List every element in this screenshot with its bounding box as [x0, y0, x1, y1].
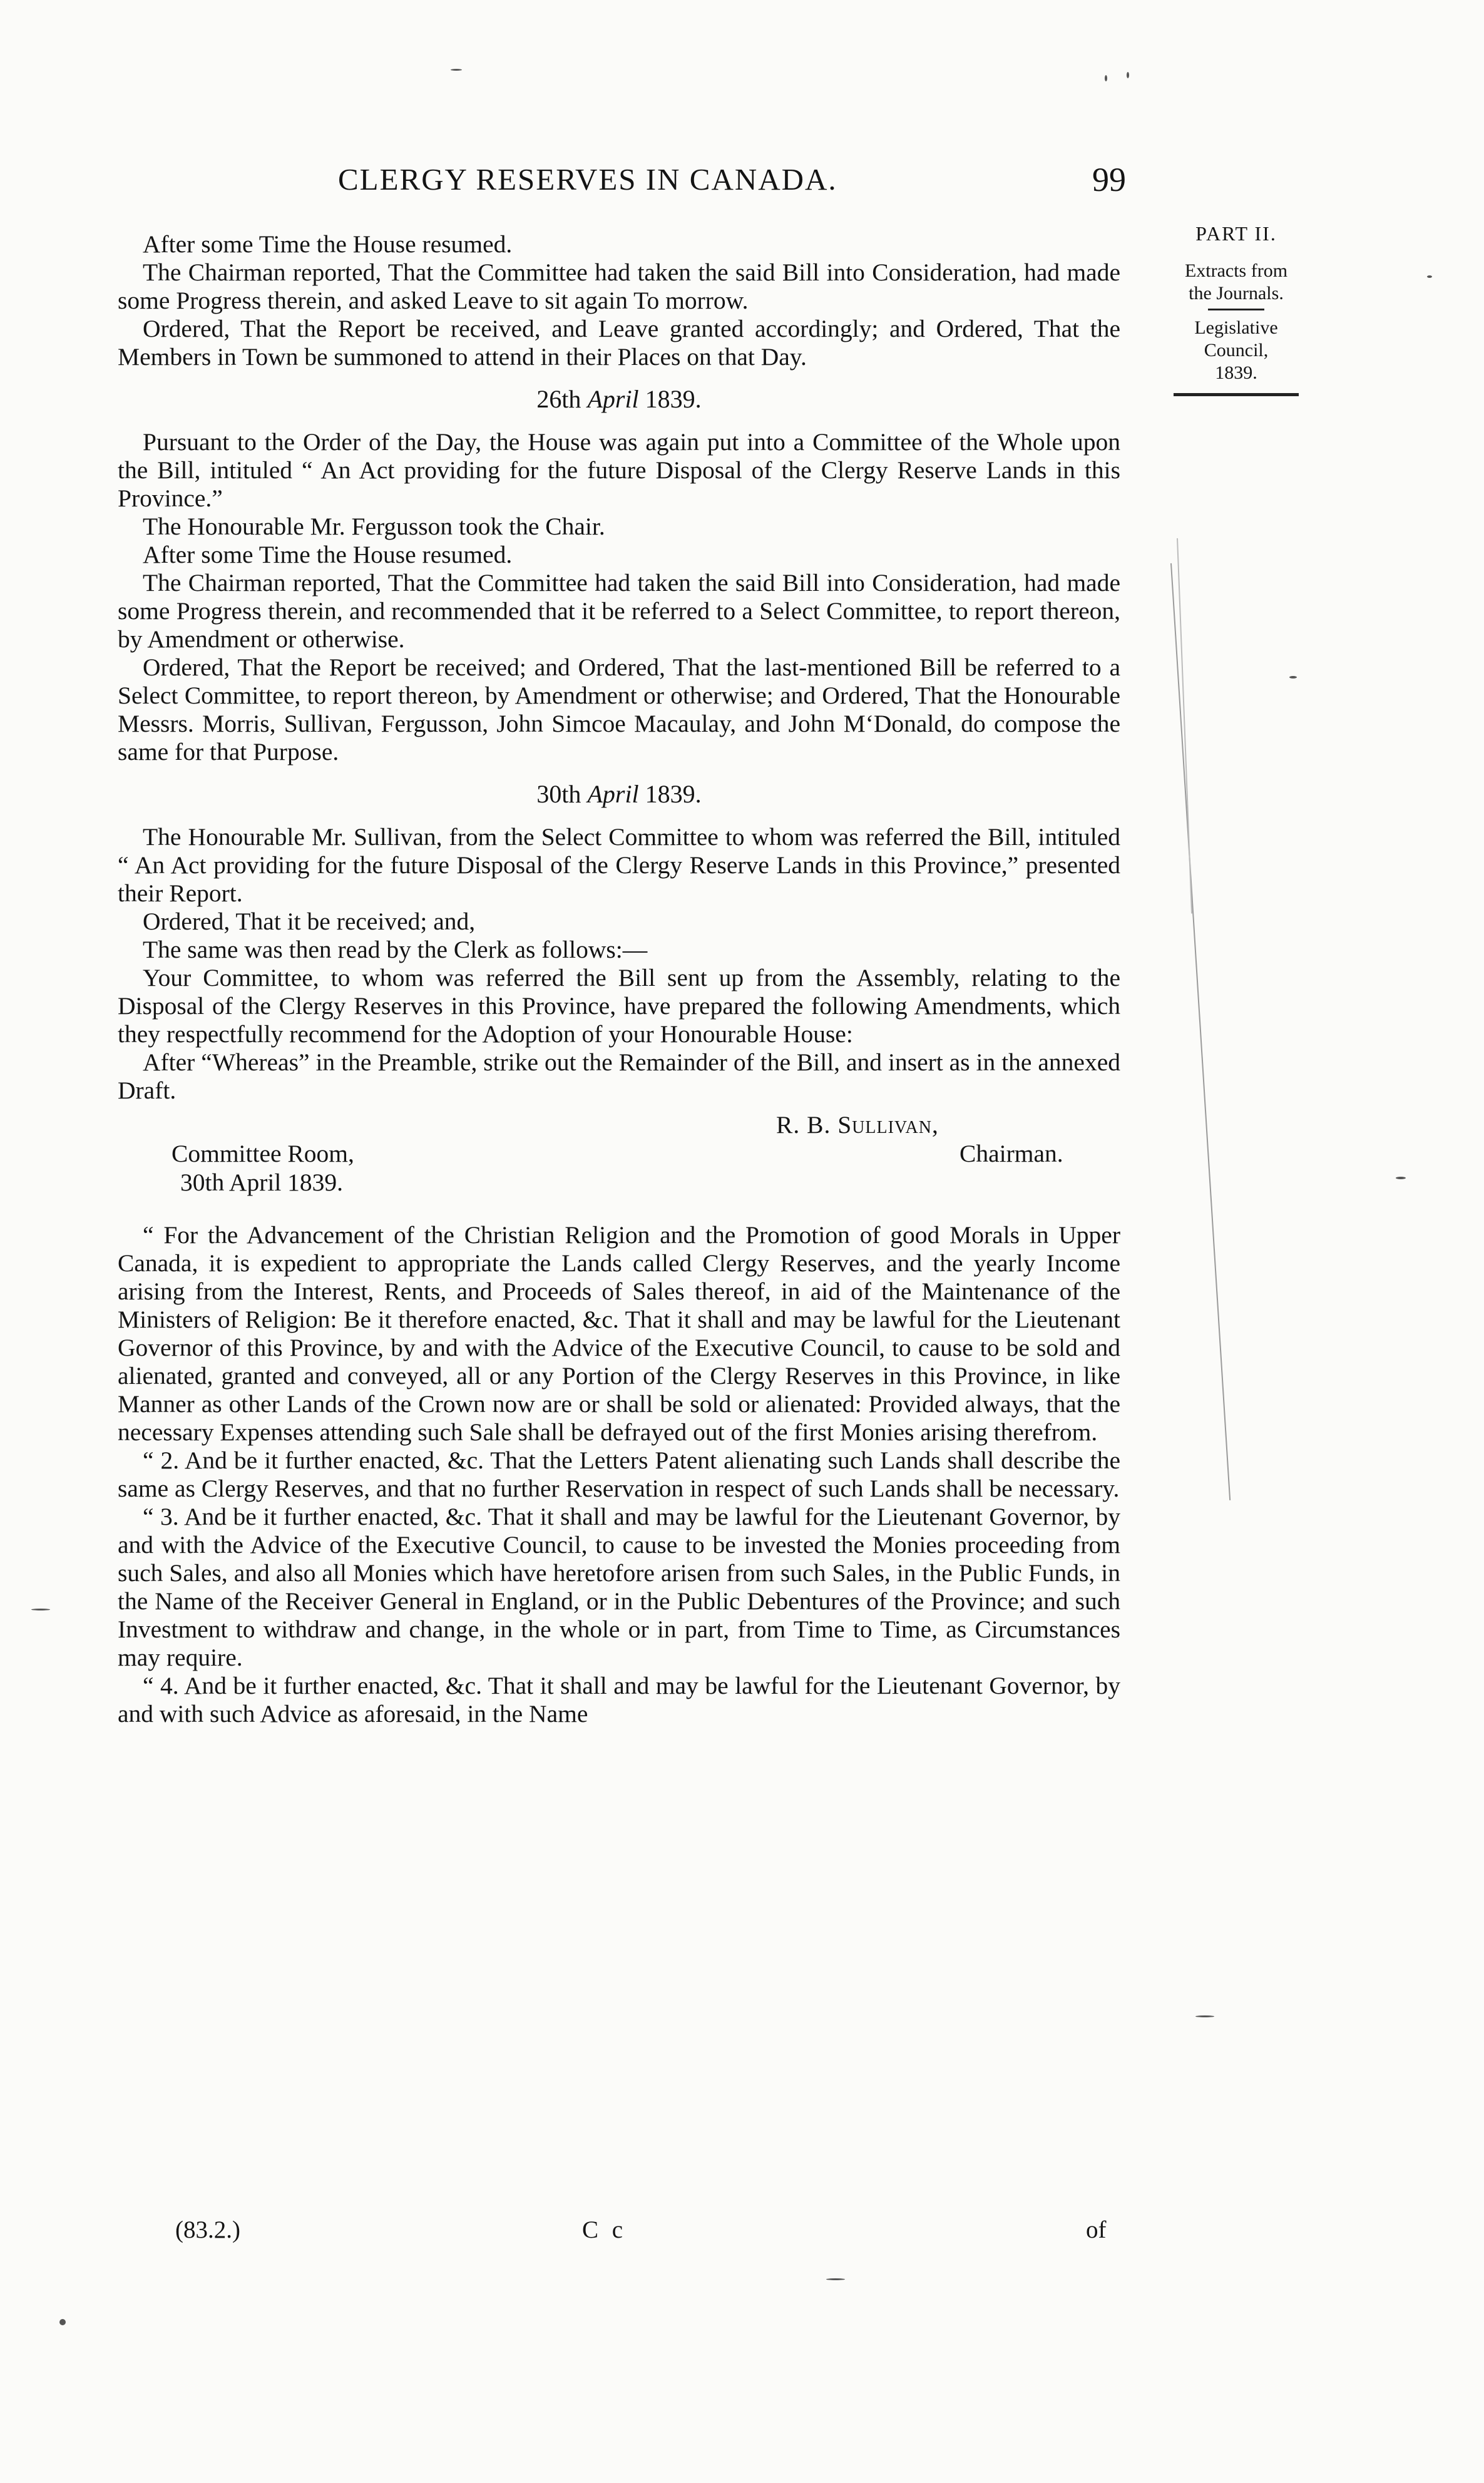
date-month: April: [587, 780, 639, 808]
scan-speck: [59, 2319, 66, 2325]
scan-speck: [1427, 275, 1432, 278]
scan-speck: [451, 69, 462, 71]
draft-clause: “ 3. And be it further enacted, &c. That it shall and may be lawful for the Lieutenant Governor, by and with the Advice of the Executive Council, to cause to be invested the Monies proceeding from such Sales, and also all Monies which have heretofore arisen from such Sales, in the Public Funds, in the Name of the Receiver General in England, or in the Public Debentures of the Province; and such Investment to withdraw and change, in the whole or in part, from Time to Time, as Circumstances may require.: [118, 1503, 1120, 1671]
signature-mark: C c: [582, 2216, 627, 2243]
signature-date: 30th April 1839.: [180, 1169, 344, 1196]
running-head: [119, 161, 1152, 205]
scan-speck: [31, 1609, 50, 1610]
footer-reference: (83.2.): [175, 2216, 240, 2243]
margin-rule: [1208, 309, 1264, 310]
annexed-draft: [118, 1221, 1120, 1728]
paragraph: The Honourable Mr. Sullivan, from the Select Committee to whom was referred the Bill, intituled “ An Act providing for the future Disposal of the Clergy Reserve Lands in this Province,” presented their Report.: [118, 823, 1120, 907]
committee-signature: [118, 1111, 1120, 1199]
margin-part-label: PART II.: [1195, 222, 1277, 245]
date-day: 30th: [536, 780, 581, 808]
margin-line: Extracts from: [1184, 260, 1288, 281]
paragraph: Ordered, That the Report be received, and Leave granted accordingly; and Ordered, That the Members in Town be summoned to attend in their Places on that Day.: [118, 315, 1120, 371]
paragraph: The Chairman reported, That the Committee had taken the said Bill into Consideration, had made some Progress therein, and recommended that it be referred to a Select Committee, to report thereon, by Amendment or otherwise.: [118, 569, 1120, 653]
date-year: 1839.: [645, 385, 702, 413]
scan-artifact-line: [1177, 538, 1192, 914]
scan-speck: [1396, 1177, 1406, 1179]
scan-artifact-line: [1170, 563, 1231, 1500]
paragraph: After some Time the House resumed.: [143, 230, 513, 258]
signature-place: Committee Room,: [171, 1140, 354, 1167]
paragraph: After “Whereas” in the Preamble, strike out the Remainder of the Bill, and insert as in the annexed Draft.: [118, 1048, 1120, 1104]
paragraph: The Chairman reported, That the Committee had taken the said Bill into Consideration, had made some Progress therein, and asked Leave to sit again To morrow.: [118, 259, 1120, 314]
margin-line: the Journals.: [1189, 283, 1284, 304]
body-text: [118, 230, 1120, 1728]
paragraph: The Honourable Mr. Fergusson took the Chair.: [143, 513, 605, 540]
page-title: CLERGY RESERVES IN CANADA.: [338, 162, 837, 197]
scan-speck: [1195, 2015, 1214, 2017]
paragraph: Ordered, That the Report be received; and Ordered, That the last-mentioned Bill be referred to a Select Committee, to report thereon, by Amendment or otherwise; and Ordered, That the Honourable Messrs. Morris, Sullivan, Fergusson, John Simcoe Macaulay, and John M‘Donald, do compose the same for that Purpose.: [118, 653, 1120, 765]
draft-clause: “ 2. And be it further enacted, &c. That the Letters Patent alienating such Lands shall describe the same as Clergy Reserves, and that no further Reservation in respect of such Lands shall be necessary.: [118, 1446, 1120, 1502]
margin-line: 1839.: [1215, 362, 1257, 383]
scan-speck: [1289, 676, 1297, 678]
signature-initials: R. B.: [776, 1111, 831, 1139]
scan-speck: [826, 2278, 845, 2280]
page-footer: [119, 2216, 1120, 2247]
paragraph: Your Committee, to whom was referred the Bill sent up from the Assembly, relating to the Disposal of the Clergy Reserves in this Province, have prepared the following Amendments, which they respectfully recommend for the Adoption of your Honourable House:: [118, 964, 1120, 1048]
date-heading: [118, 780, 1120, 808]
signature-name: [776, 1111, 939, 1139]
scan-speck: [1105, 75, 1107, 81]
margin-note: [1161, 222, 1311, 396]
date-year: 1839.: [645, 780, 702, 808]
draft-clause: “ For the Advancement of the Christian Religion and the Promotion of good Morals in Upper Canada, it is expedient to appropriate the Lands called Clergy Reserves, and the yearly Income arising from the Interest, Rents, and Proceeds of Sales thereof, in aid of the Maintenance of the Ministers of Religion: Be it therefore enacted, &c. That it shall and may be lawful for the Lieutenant Governor of this Province, by and with the Advice of the Executive Council, to cause to be sold and alienated, granted and conveyed, all or any Portion of the Clergy Reserves in this Province, in like Manner as other Lands of the Crown now are or shall be sold or alienated: Provided always, that the necessary Expenses attending such Sale shall be defrayed out of the first Monies arising therefrom.: [118, 1221, 1120, 1446]
margin-rule-long: [1174, 393, 1299, 396]
paragraph: Ordered, That it be received; and,: [143, 908, 476, 935]
paragraph: After some Time the House resumed.: [143, 541, 513, 568]
scan-speck: [1127, 72, 1129, 78]
page-number: 99: [1092, 161, 1126, 198]
signature-role: Chairman.: [959, 1140, 1063, 1167]
date-heading: [118, 385, 1120, 413]
margin-line: Council,: [1204, 340, 1269, 361]
margin-line: Legislative: [1194, 317, 1278, 338]
date-day: 26th: [536, 385, 581, 413]
paragraph: Pursuant to the Order of the Day, the House was again put into a Committee of the Whole upon the Bill, intituled “ An Act providing for the future Disposal of the Clergy Reserve Lands in this Province.”: [118, 428, 1120, 512]
signature-surname: Sullivan,: [837, 1111, 939, 1139]
catchword: of: [1086, 2216, 1107, 2243]
paragraph: The same was then read by the Clerk as follows:—: [143, 936, 648, 963]
draft-clause: “ 4. And be it further enacted, &c. That it shall and may be lawful for the Lieutenant Governor, by and with such Advice as aforesaid, in the Name: [118, 1672, 1120, 1728]
date-month: April: [587, 385, 639, 413]
